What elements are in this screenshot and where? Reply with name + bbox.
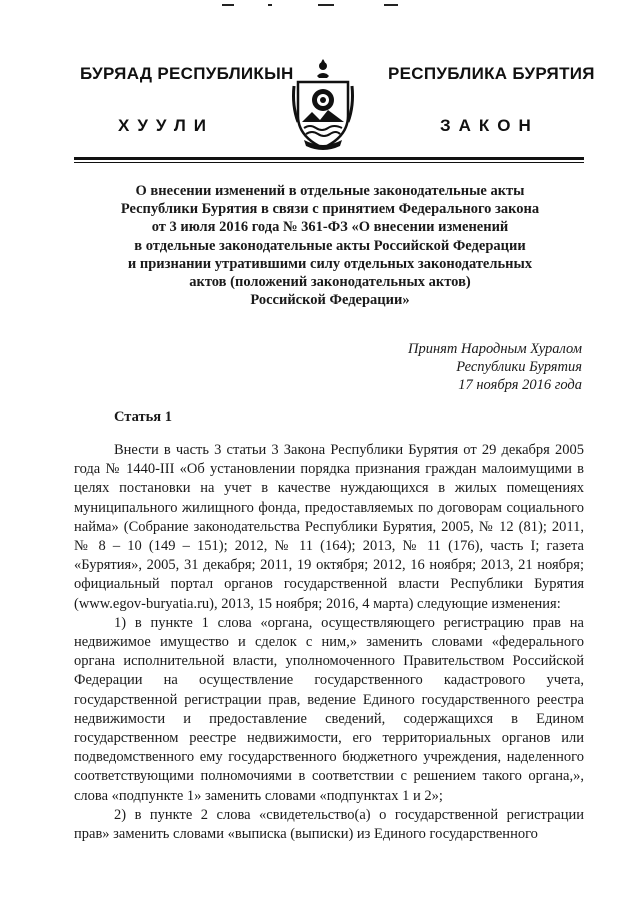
article-paragraph: 1) в пункте 1 слова «органа, осуществляющего регистрацию прав на недвижимое имущество и сделок с ним,» заменить словами «федерального органа исполнительной власти, уполномоченного Правительством Российской Федерации на осуществление государственного кадастрового учета, государственной регистрации прав, ведение Единого государственного реестра недвижимости и предоставление сведений, содержащихся в Едином государственном реестре недвижимости, его территориальных органов или подведомственного ему государственного бюджетного учреждения, наделенного соответствующими полномочиями в соответствии с решением такого органа,», слова «подпункте 1» заменить словами «подпунктах 1 и 2»; [74,614,584,804]
republic-coat-of-arms-icon [290,58,356,150]
article-paragraph: 2) в пункте 2 слова «свидетельство(а) о государственной регистрации прав» заменить словами «выписка (выписки) из Единого государственного [74,806,584,843]
law-title [90,182,570,309]
header-right-title: РЕСПУБЛИКА БУРЯТИЯ [388,64,595,83]
header-left-subtitle: ХУУЛИ [118,116,214,135]
header-rule-thin [74,162,584,163]
adoption-date: 17 ноября 2016 года [458,377,582,393]
law-title-line: Республики Бурятия в связи с принятием Федерального закона [120,201,540,218]
law-title-line: О внесении изменений в отдельные законодательные акты [135,183,525,199]
header-left-title: БУРЯАД РЕСПУБЛИКЫН [80,64,294,83]
article-paragraph: Внести в часть 3 статьи 3 Закона Республики Бурятия от 29 декабря 2005 года № 1440-III «Об установлении порядка признания граждан малоимущими в целях постановки на учет в качестве нуждающихся в жилых помещениях муниципального жилищного фонда, предоставляемых по договорам социального найма» (Собрание законодательства Республики Бурятия, 2005, № 12 (81); 2011, № 8 – 10 (149 – 151); 2012, № 11 (164); 2013, № 11 (176), часть I; газета «Бурятия», 2005, 31 декабря; 2011, 19 октября; 2012, 16 ноября; 2013, 21 ноября; официальный портал органов государственной власти Республики Бурятия (www.egov-buryatia.ru), 2013, 15 ноября; 2016, 4 марта) следующие изменения: [74,442,584,612]
law-title-line: от 3 июля 2016 года № 361-ФЗ «О внесении изменений [151,219,509,236]
header-rule-thick [74,157,584,160]
law-title-line: Российской Федерации» [250,292,410,309]
adoption-note [408,340,582,394]
law-title-line: в отдельные законодательные акты Российской Федерации [134,237,526,254]
article-body [74,441,584,844]
law-title-line: актов (положений законодательных актов) [189,274,471,291]
law-title-line: и признании утратившими силу отдельных законодательных [127,255,533,272]
article-heading: Статья 1 [114,409,172,425]
adoption-line: Принят Народным Хуралом [407,341,582,357]
adoption-line: Республики Бурятия [456,359,582,375]
header-right-subtitle: ЗАКОН [440,116,539,135]
document-header [0,0,640,170]
